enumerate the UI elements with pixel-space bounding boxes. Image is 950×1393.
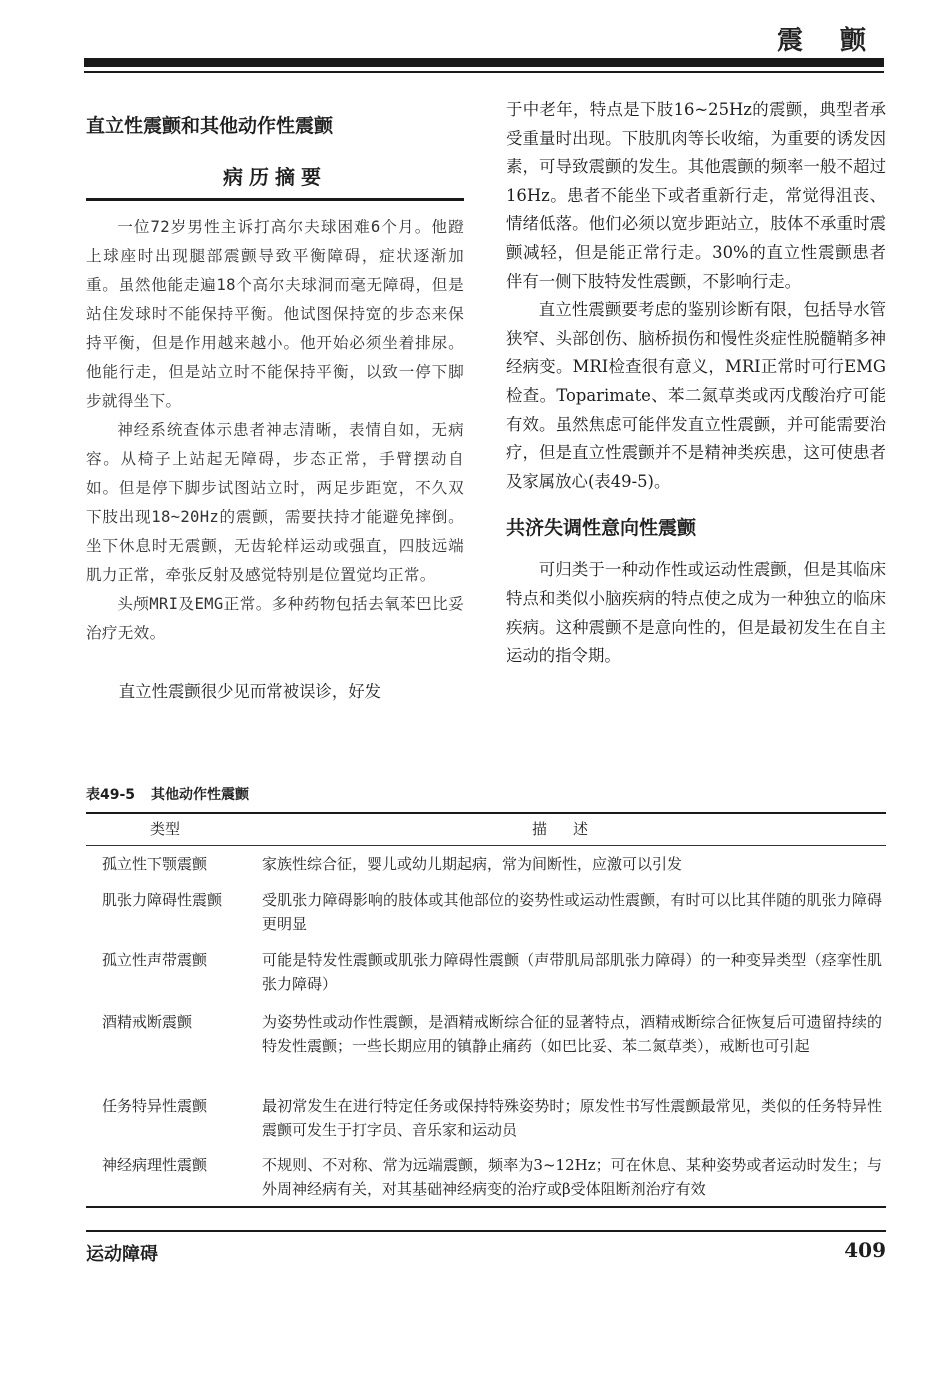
body-paragraph: 于中老年，特点是下肢16~25Hz的震颤，典型者承受重量时出现。下肢肌肉等长收缩，为重要的诱发因素，可导致震颤的发生。其他震颤的频率一般不超过16Hz。患者不能坐下或者重新行走，常觉得沮丧、情绪低落。他们必须以宽步距站立，肢体不承重时震颤减轻，但是能正常行走。30%的直立性震颤患者伴有一侧下肢特发性震颤，不影响行走。 bbox=[506, 100, 886, 291]
left-body bbox=[86, 678, 464, 707]
body-paragraph: 直立性震颤很少见而常被误诊，好发 bbox=[118, 682, 382, 701]
table-top-rule bbox=[86, 812, 886, 814]
body-paragraph: 可归类于一种动作性或运动性震颤，但是其临床特点和类似小脑疾病的特点使之成为一种独立的临床疾病。这种震颤不是意向性的，但是最初发生在自主运动的指令期。 bbox=[506, 560, 886, 666]
header-rule-thin bbox=[84, 71, 884, 73]
table-header-description: 描述 bbox=[532, 820, 615, 838]
table-bottom-rule bbox=[86, 1206, 886, 1208]
case-paragraph: 神经系统查体示患者神志清晰，表情自如，无病容。从椅子上站起无障碍，步态正常，手臂摆动自如。但是停下脚步试图站立时，两足步距宽，不久双下肢出现18~20Hz的震颤，需要扶持才能避免摔倒。坐下休息时无震颤，无齿轮样运动或强直，四肢远端肌力正常，牵张反射及感觉特别是位置觉均正常。 bbox=[86, 421, 464, 584]
table-cell-description: 为姿势性或动作性震颤，是酒精戒断综合征的显著特点，酒精戒断综合征恢复后可遗留持续的特发性震颤；一些长期应用的镇静止痛药（如巴比妥、苯二氮草类），戒断也可引起 bbox=[262, 1013, 882, 1055]
table-cell-description: 受肌张力障碍影响的肢体或其他部位的姿势性或运动性震颤，有时可以比其伴随的肌张力障碍更明显 bbox=[262, 891, 882, 933]
table-cell-type: 酒精戒断震颤 bbox=[102, 1013, 193, 1031]
table-caption bbox=[86, 784, 265, 804]
footer-section-name: 运动障碍 bbox=[86, 1244, 158, 1265]
case-heading-rule bbox=[86, 198, 464, 201]
table-cell-description: 家族性综合征，婴儿或幼儿期起病，常为间断性，应激可以引发 bbox=[262, 855, 683, 873]
case-paragraph: 一位72岁男性主诉打高尔夫球困难6个月。他蹬上球座时出现腿部震颤导致平衡障碍，症状逐渐加重。虽然他能走遍18个高尔夫球洞而毫无障碍，但是站住发球时不能保持平衡。他试图保持宽的步态来保持平衡，但是作用越来越小。他开始必须坐着排尿。他能行走，但是站立时不能保持平衡，以致一停下脚步就得坐下。 bbox=[86, 218, 464, 410]
table-header-rule bbox=[86, 845, 886, 846]
case-summary bbox=[86, 213, 464, 648]
table-cell-type: 孤立性下颚震颤 bbox=[102, 855, 208, 873]
page-number: 409 bbox=[844, 1238, 886, 1262]
table-header-type: 类型 bbox=[150, 820, 181, 838]
table-caption-title: 其他动作性震颤 bbox=[151, 787, 250, 803]
table-cell-description: 可能是特发性震颤或肌张力障碍性震颤（声带肌局部肌张力障碍）的一种变异类型（痉挛性肌张力障碍） bbox=[262, 951, 882, 993]
table-cell-description: 不规则、不对称、常为远端震颤，频率为3~12Hz；可在休息、某种姿势或者运动时发生；与外周神经病有关，对其基础神经病变的治疗或β受体阻断剂治疗有效 bbox=[262, 1156, 882, 1198]
subsection-title: 共济失调性意向性震颤 bbox=[506, 517, 697, 540]
header-rule-thick bbox=[84, 58, 884, 67]
running-header-title: 震 颤 bbox=[776, 26, 880, 56]
table-cell-type: 神经病理性震颤 bbox=[102, 1156, 208, 1174]
table-cell-type: 孤立性声带震颤 bbox=[102, 951, 208, 969]
footer-rule bbox=[86, 1230, 886, 1232]
case-paragraph: 头颅MRI及EMG正常。多种药物包括去氧苯巴比妥治疗无效。 bbox=[86, 595, 464, 642]
table-cell-type: 肌张力障碍性震颤 bbox=[102, 891, 223, 909]
table-cell-type: 任务特异性震颤 bbox=[102, 1097, 208, 1115]
table-caption-id: 表49-5 bbox=[86, 787, 136, 803]
section-title: 直立性震颤和其他动作性震颤 bbox=[86, 115, 334, 137]
left-column bbox=[86, 112, 464, 707]
right-column bbox=[506, 96, 886, 671]
case-summary-heading: 病历摘要 bbox=[223, 165, 327, 189]
table-cell-description: 最初常发生在进行特定任务或保持特殊姿势时；原发性书写性震颤最常见，类似的任务特异性震颤可发生于打字员、音乐家和运动员 bbox=[262, 1097, 882, 1139]
body-paragraph: 直立性震颤要考虑的鉴别诊断有限，包括导水管狭窄、头部创伤、脑桥损伤和慢性炎症性脱髓鞘多神经病变。MRI检查很有意义，MRI正常时可行EMG检查。Toparimate、苯二氮草类或丙戊酸治疗可能有效。虽然焦虑可能伴发直立性震颤，并可能需要治疗，但是直立性震颤并不是精神类疾患，这可使患者及家属放心(表49-5)。 bbox=[506, 300, 886, 491]
